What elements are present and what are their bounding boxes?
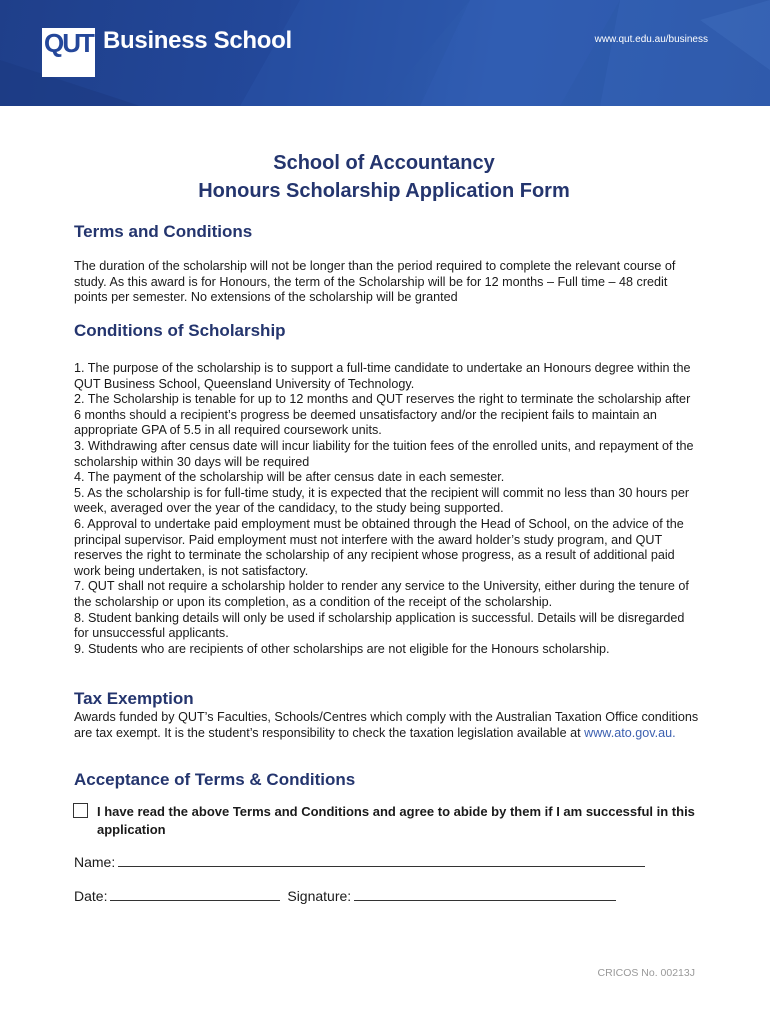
conditions-list — [74, 361, 699, 657]
signature-label: Signature: — [287, 888, 352, 904]
tax-body — [74, 710, 699, 741]
ato-link[interactable]: www.ato.gov.au. — [584, 725, 676, 740]
condition-item: 6. Approval to undertake paid employment must be obtained through the Head of School, on the advice of the principal supervisor. Paid employment must not interfere with the award holder’s study program, and QUT reserves the right to terminate the scholarship of any recipient whose progress, as a result of additional paid work being undertaken, is not satisfactory. — [74, 516, 684, 578]
signature-field[interactable] — [354, 888, 616, 901]
condition-item: 2. The Scholarship is tenable for up to 12 months and QUT reserves the right to terminate the scholarship after 6 months should a recipient’s progress be deemed unsatisfactory and/or the recipient fails to maintain an appropriate GPA of 5.5 in all required coursework units. — [74, 392, 691, 438]
header-banner — [0, 0, 770, 106]
condition-item: 5. As the scholarship is for full-time study, it is expected that the recipient will commit no less than 30 hours per week, averaged over the year of the candidacy, to the study being supported. — [74, 485, 690, 516]
header-url[interactable]: www.qut.edu.au/business — [594, 34, 708, 45]
conditions-heading: Conditions of Scholarship — [74, 321, 286, 340]
acceptance-heading: Acceptance of Terms & Conditions — [74, 770, 356, 789]
tax-heading: Tax Exemption — [74, 689, 194, 708]
page-title-line1: School of Accountancy — [273, 152, 495, 174]
terms-body: The duration of the scholarship will not be longer than the period required to complete the relevant course of study. As this award is for Honours, the term of the Scholarship will be for 12 months – Full time – 48 credit points per semester. No extensions of the scholarship will be granted — [74, 259, 676, 305]
condition-item: 9. Students who are recipients of other scholarships are not eligible for the Honours scholarship. — [74, 641, 610, 656]
terms-heading: Terms and Conditions — [74, 222, 253, 241]
condition-item: 8. Student banking details will only be used if scholarship application is successful. Details will be disregarded for unsuccessful applicants. — [74, 610, 685, 641]
name-field[interactable] — [118, 854, 645, 867]
date-field[interactable] — [110, 888, 280, 901]
school-name: Business School — [103, 27, 292, 54]
cricos-number: CRICOS No. 00213J — [597, 967, 695, 979]
date-signature-row — [74, 888, 619, 904]
condition-item: 7. QUT shall not require a scholarship holder to render any service to the University, either during the tenure of the scholarship or upon its completion, as a condition of the receipt of the scholarship. — [74, 579, 689, 609]
tax-text: Awards funded by QUT’s Faculties, Schools/Centres which comply with the Australian Taxation Office conditions are tax exempt. It is the student’s responsibility to check the taxation legislation available at — [74, 710, 699, 740]
page-title-line2: Honours Scholarship Application Form — [198, 180, 570, 202]
condition-item: 4. The payment of the scholarship will be after census date in each semester. — [74, 470, 505, 485]
qut-logo: QUT — [42, 28, 95, 77]
accept-terms-label: I have read the above Terms and Conditions and agree to abide by them if I am successful in this application — [97, 804, 695, 837]
condition-item: 1. The purpose of the scholarship is to support a full-time candidate to undertake an Honours degree within the QUT Business School, Queensland University of Technology. — [74, 361, 691, 391]
name-label: Name: — [74, 854, 116, 870]
condition-item: 3. Withdrawing after census date will incur liability for the tuition fees of the enrolled units, and repayment of the scholarship within 30 days will be required — [74, 438, 694, 469]
name-row — [74, 854, 648, 870]
accept-terms-checkbox[interactable] — [73, 803, 88, 818]
date-label: Date: — [74, 888, 108, 904]
